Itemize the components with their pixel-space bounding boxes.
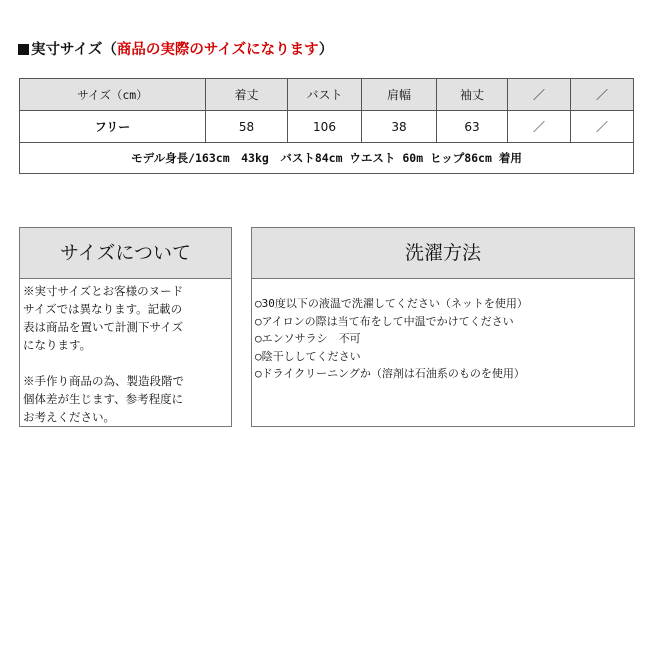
paragraph-gap [23,354,228,372]
note-line: ※実寸サイズとお客様のヌード [23,284,184,298]
header-cell: 肩幅 [362,79,437,111]
care-line: ○30度以下の液温で洗濯してください（ネットを使用） [255,297,528,310]
header-cell: バスト [288,79,362,111]
header-cell: サイズ（cm） [20,79,206,111]
value-cell: 106 [288,111,362,143]
header-cell: ／ [571,79,634,111]
care-heading: 洗濯方法 [252,228,634,279]
size-note-heading: サイズについて [20,228,231,279]
header-cell: 着丈 [206,79,288,111]
size-label-cell: フリー [20,111,206,143]
value-cell: 38 [362,111,437,143]
note-line: 個体差が生じます、参考程度に [23,392,184,406]
care-line: ○アイロンの際は当て布をして中温でかけてください [255,314,514,328]
size-table-header-row [20,79,634,111]
value-cell: ／ [571,111,634,143]
note-line: サイズでは異なります。記載の [23,302,183,316]
model-row [20,143,634,174]
table-row [20,111,634,143]
size-table [19,78,634,174]
care-line: ○エンソサラシ 不可 [255,332,361,345]
section-title [18,40,333,60]
care-body [252,279,634,386]
square-bullet-icon [18,44,29,55]
size-note-box [19,227,232,427]
title-note: 商品の実際のサイズになります [116,42,319,58]
note-line: 表は商品を置いて計測下サイズ [23,320,184,334]
note-line: になります。 [23,338,92,352]
note-line: お考えください。 [23,410,115,424]
model-info: モデル身長/163cm 43kg バスト84cm ウエスト 60m ヒップ86cm 着用 [20,143,634,174]
care-box [251,227,635,427]
value-cell: ／ [508,111,571,143]
size-note-body [20,279,231,429]
header-cell: 袖丈 [437,79,508,111]
note-line: ※手作り商品の為、製造段階で [23,374,184,388]
value-cell: 63 [437,111,508,143]
care-line: ○ドライクリーニングか（溶剤は石油系のものを使用） [255,367,525,380]
title-prefix: 実寸サイズ（ [31,42,117,58]
header-cell: ／ [508,79,571,111]
title-suffix: ） [318,42,334,58]
care-line: ○陰干ししてください [255,349,361,363]
value-cell: 58 [206,111,288,143]
